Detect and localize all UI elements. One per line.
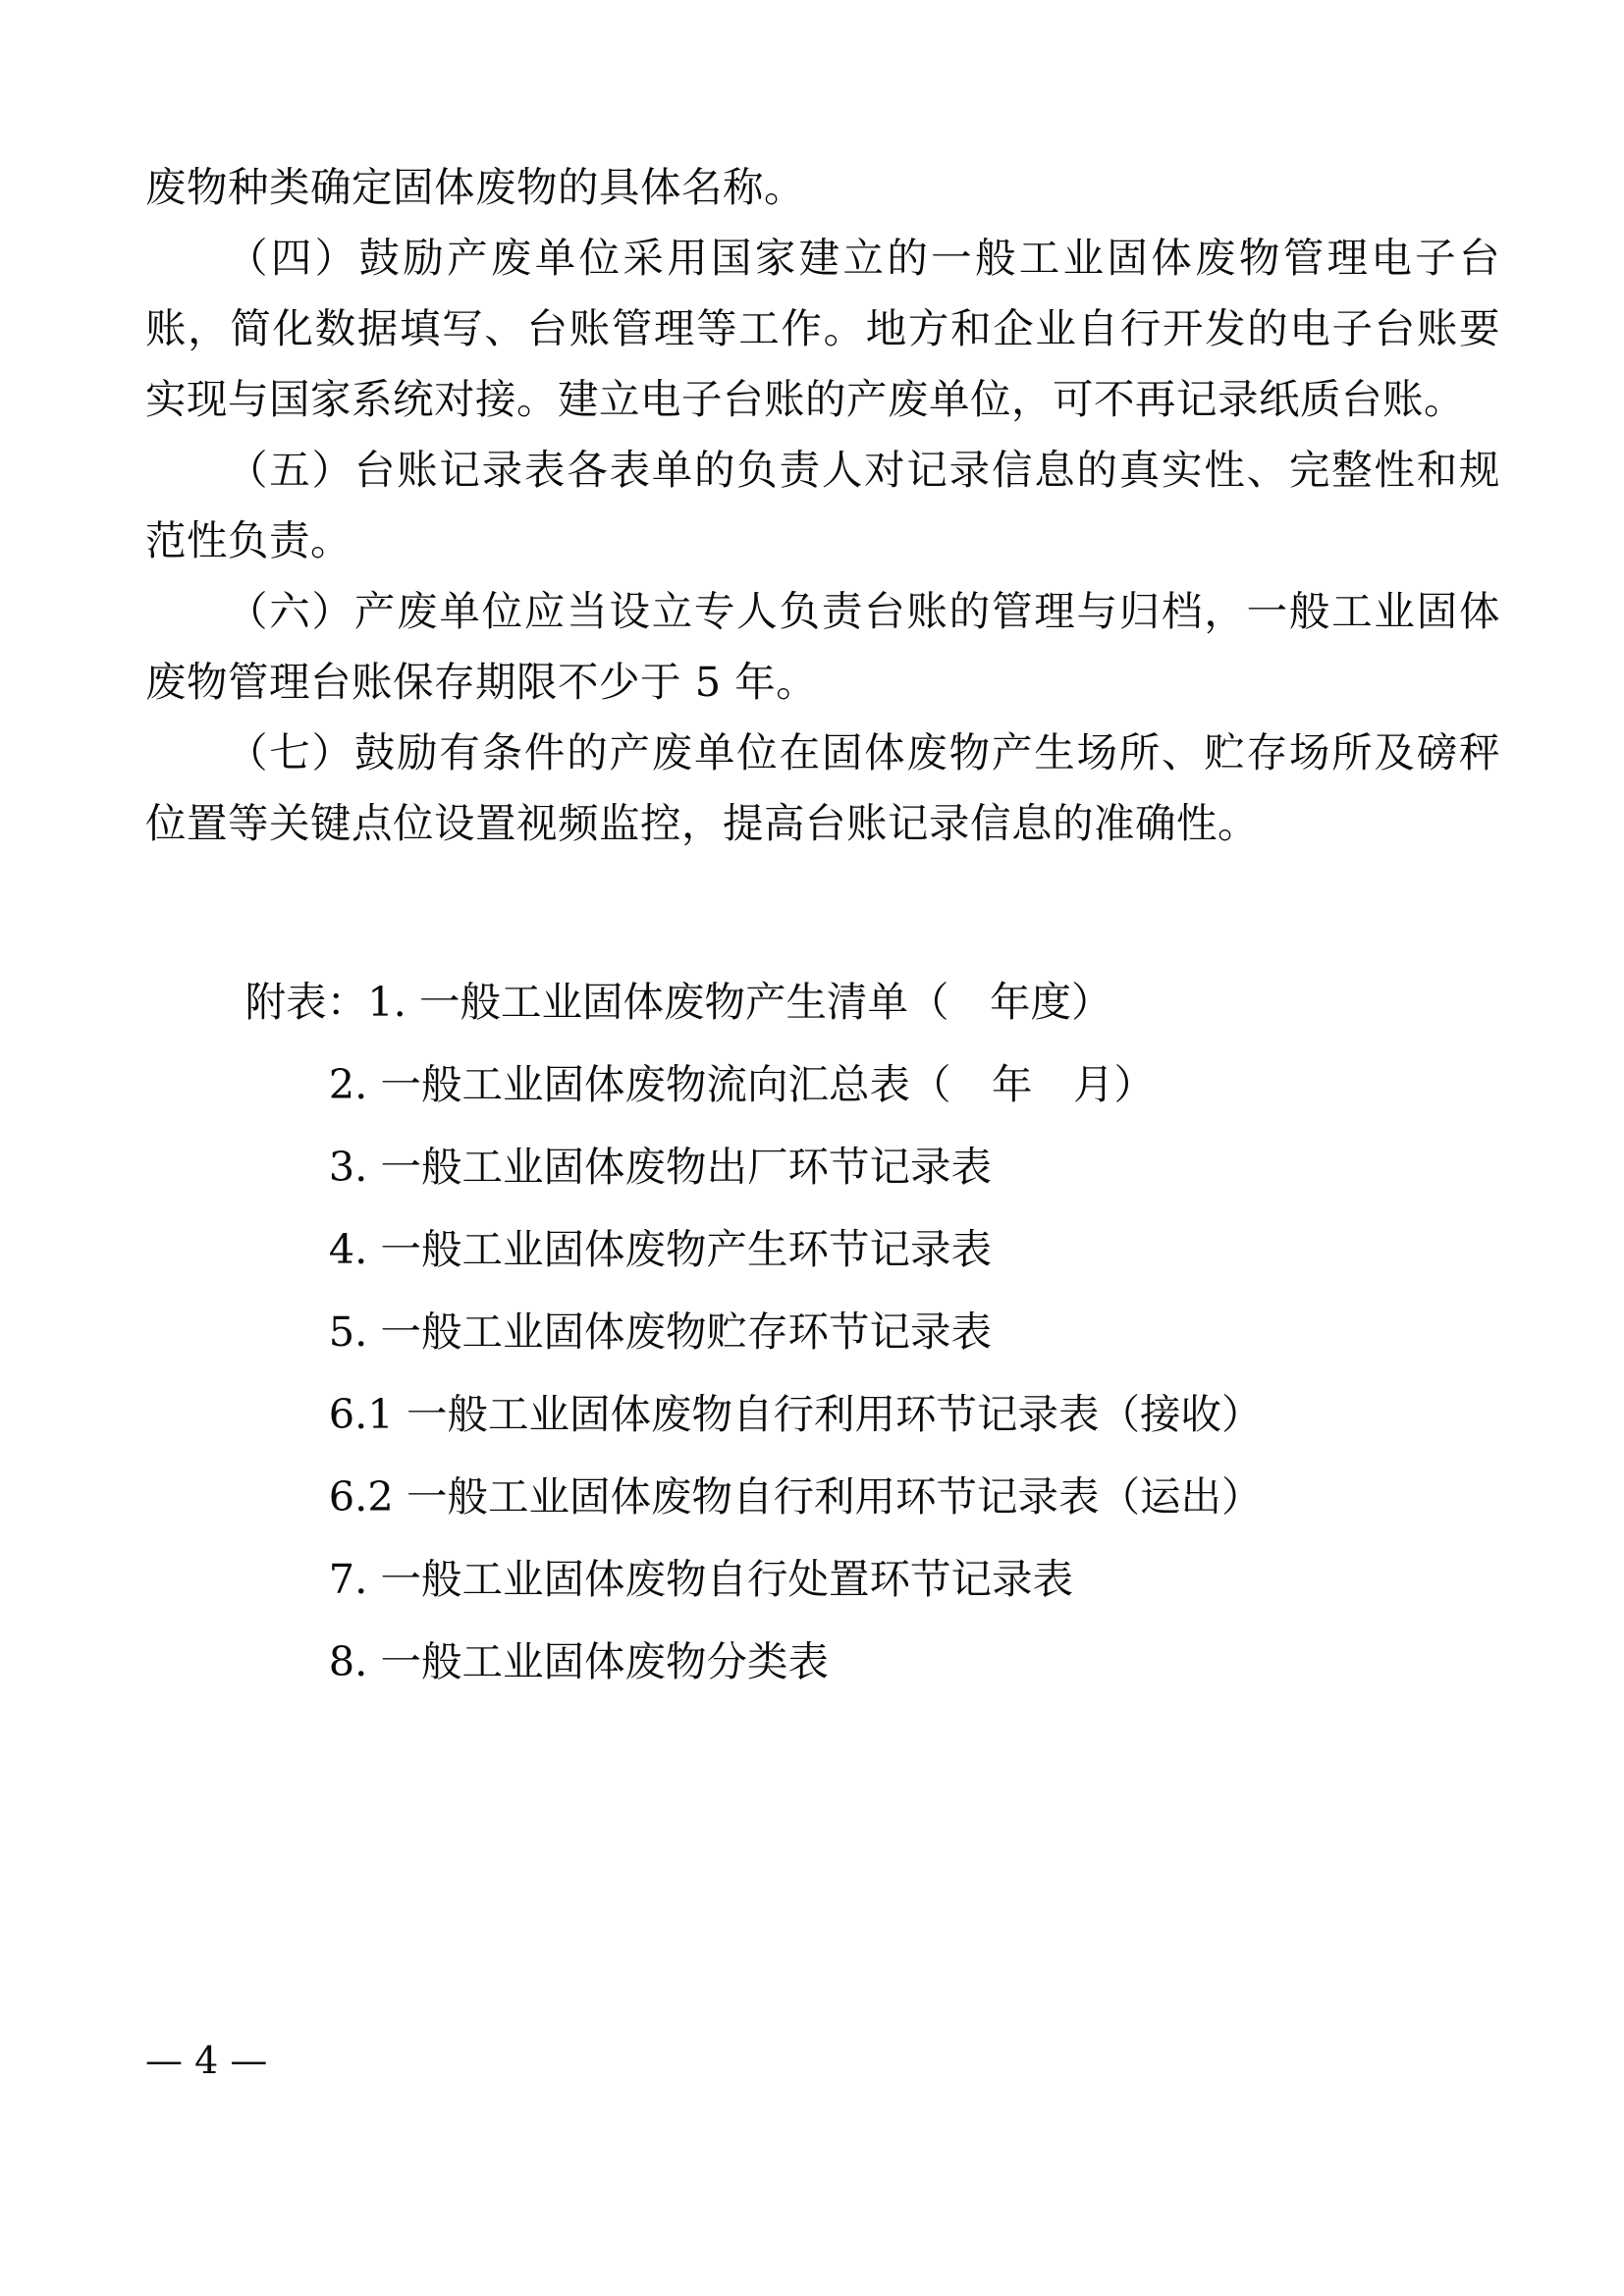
attachment-item-2: 2. 一般工业固体废物流向汇总表（ 年 月） <box>328 1060 1156 1108</box>
attachment-item-3: 3. 一般工业固体废物出厂环节记录表 <box>328 1143 993 1191</box>
paragraph-item-seven: （七）鼓励有条件的产废单位在固体废物产生场所、贮存场所及磅秤位置等关键点位设置视频监控，提高台账记录信息的准确性。 <box>145 728 1500 847</box>
attachments-first-line <box>145 961 1500 1043</box>
page-content <box>145 152 1500 1703</box>
attachment-item-7: 7. 一般工业固体废物自行处置环节记录表 <box>328 1555 1074 1603</box>
attachment-item-6-2: 6.2 一般工业固体废物自行利用环节记录表（运出） <box>328 1472 1263 1521</box>
paragraph-continued: 废物种类确定固体废物的具体名称。 <box>145 163 806 211</box>
attachment-item-4: 4. 一般工业固体废物产生环节记录表 <box>328 1225 993 1273</box>
attachments-section <box>145 961 1500 1703</box>
attachment-item-5: 5. 一般工业固体废物贮存环节记录表 <box>328 1308 993 1356</box>
page-number: — 4 — <box>145 2039 268 2082</box>
attachment-item-1: 1. 一般工业固体废物产生清单（ 年度） <box>367 978 1112 1026</box>
paragraph-item-six: （六）产废单位应当设立专人负责台账的管理与归档，一般工业固体废物管理台账保存期限不少于 5 年。 <box>145 587 1500 706</box>
attachments-label: 附表： <box>244 978 368 1026</box>
paragraph-item-four: （四）鼓励产废单位采用国家建立的一般工业固体废物管理电子台账，简化数据填写、台账管理等工作。地方和企业自行开发的电子台账要实现与国家系统对接。建立电子台账的产废单位，可不再记录纸质台账。 <box>145 234 1500 423</box>
attachment-item-8: 8. 一般工业固体废物分类表 <box>328 1637 830 1685</box>
attachment-item-6-1: 6.1 一般工业固体废物自行利用环节记录表（接收） <box>328 1390 1263 1438</box>
paragraph-item-five: （五）台账记录表各表单的负责人对记录信息的真实性、完整性和规范性负责。 <box>145 446 1500 564</box>
